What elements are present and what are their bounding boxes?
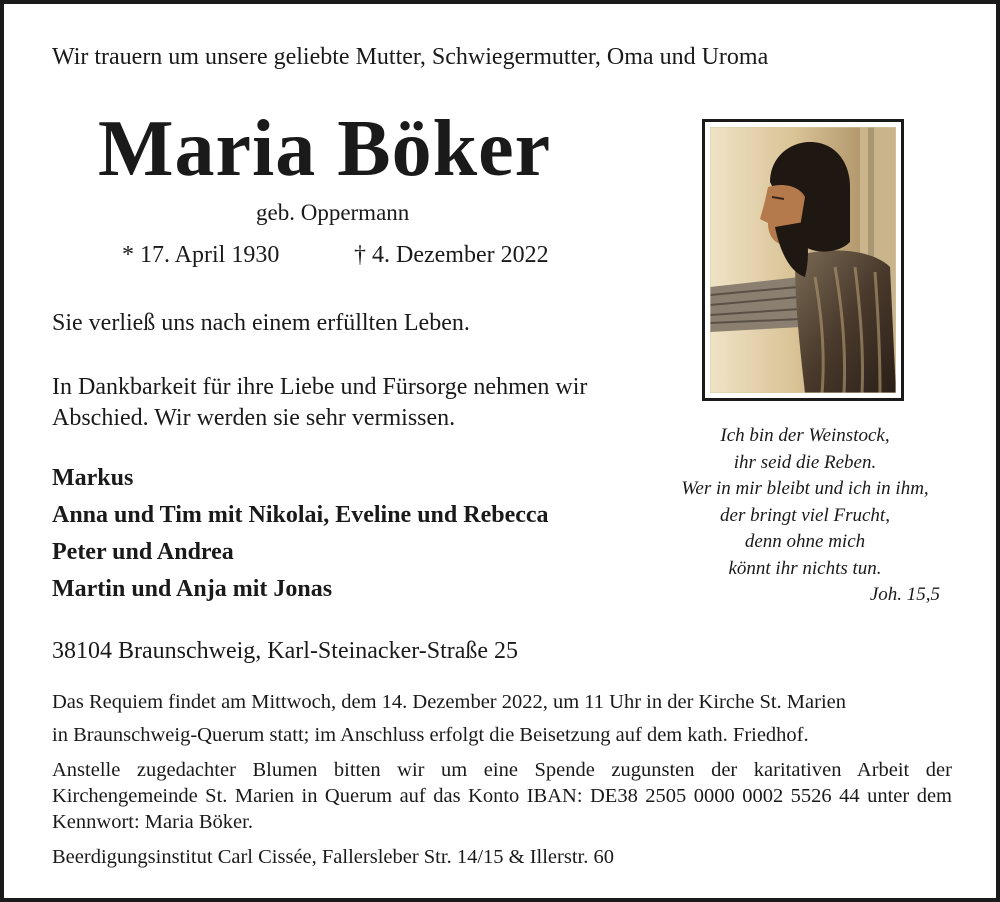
- requiem-info: [52, 686, 846, 752]
- verse-line: Wer in mir bleibt und ich in ihm,: [681, 478, 929, 499]
- crucifix-carving-photo-icon: [710, 127, 896, 393]
- farewell-paragraph: In Dankbarkeit für ihre Liebe und Fürsorge nehmen wir Abschied. Wir werden sie sehr vermissen.: [52, 374, 588, 431]
- statement-line: Sie verließ uns nach einem erfüllten Leben.: [52, 310, 470, 336]
- birth-name: geb. Oppermann: [256, 200, 410, 225]
- verse-line: könnt ihr nichts tun.: [728, 557, 882, 579]
- verse-line: denn ohne mich: [744, 531, 866, 552]
- verse-line: der bringt viel Frucht,: [720, 504, 890, 526]
- family-member: Peter und Andrea: [52, 539, 234, 565]
- undertaker-line: Beerdigungsinstitut Carl Cissée, Fallersleber Str. 14/15 & Illerstr. 60: [52, 846, 614, 868]
- family-member: Markus: [52, 465, 134, 491]
- deceased-name: Maria Böker: [98, 105, 552, 193]
- verse-line: Ich bin der Weinstock,: [720, 425, 890, 446]
- donation-paragraph: Anstelle zugedachter Blumen bitten wir um eine Spende zugunsten der karitativen Arbeit der Kirchengemeinde St. Marien in Querum auf das Konto IBAN: DE38 2505 0000 0002 5526 44 unter dem Kennwort: Maria Böker.: [52, 759, 952, 833]
- family-member: Anna und Tim mit Nikolai, Eveline und Rebecca: [52, 502, 549, 528]
- address-line: 38104 Braunschweig, Karl-Steinacker-Straße 25: [52, 638, 519, 664]
- verse-line: ihr seid die Reben.: [733, 451, 877, 473]
- bible-verse: [640, 423, 970, 609]
- requiem-line: in Braunschweig-Querum statt; im Anschluss erfolgt die Beisetzung auf dem kath. Friedhof.: [52, 724, 809, 746]
- death-date: † 4. Dezember 2022: [354, 242, 549, 268]
- birth-date: * 17. April 1930: [122, 242, 280, 268]
- family-list: [52, 460, 549, 608]
- family-member: Martin und Anja mit Jonas: [52, 576, 333, 602]
- verse-reference: Joh. 15,5: [869, 584, 940, 605]
- intro-line: Wir trauern um unsere geliebte Mutter, Schwiegermutter, Oma und Uroma: [52, 44, 769, 70]
- crucifix-photo: [702, 119, 904, 401]
- requiem-line: Das Requiem findet am Mittwoch, dem 14. Dezember 2022, um 11 Uhr in der Kirche St. Marien: [52, 691, 846, 713]
